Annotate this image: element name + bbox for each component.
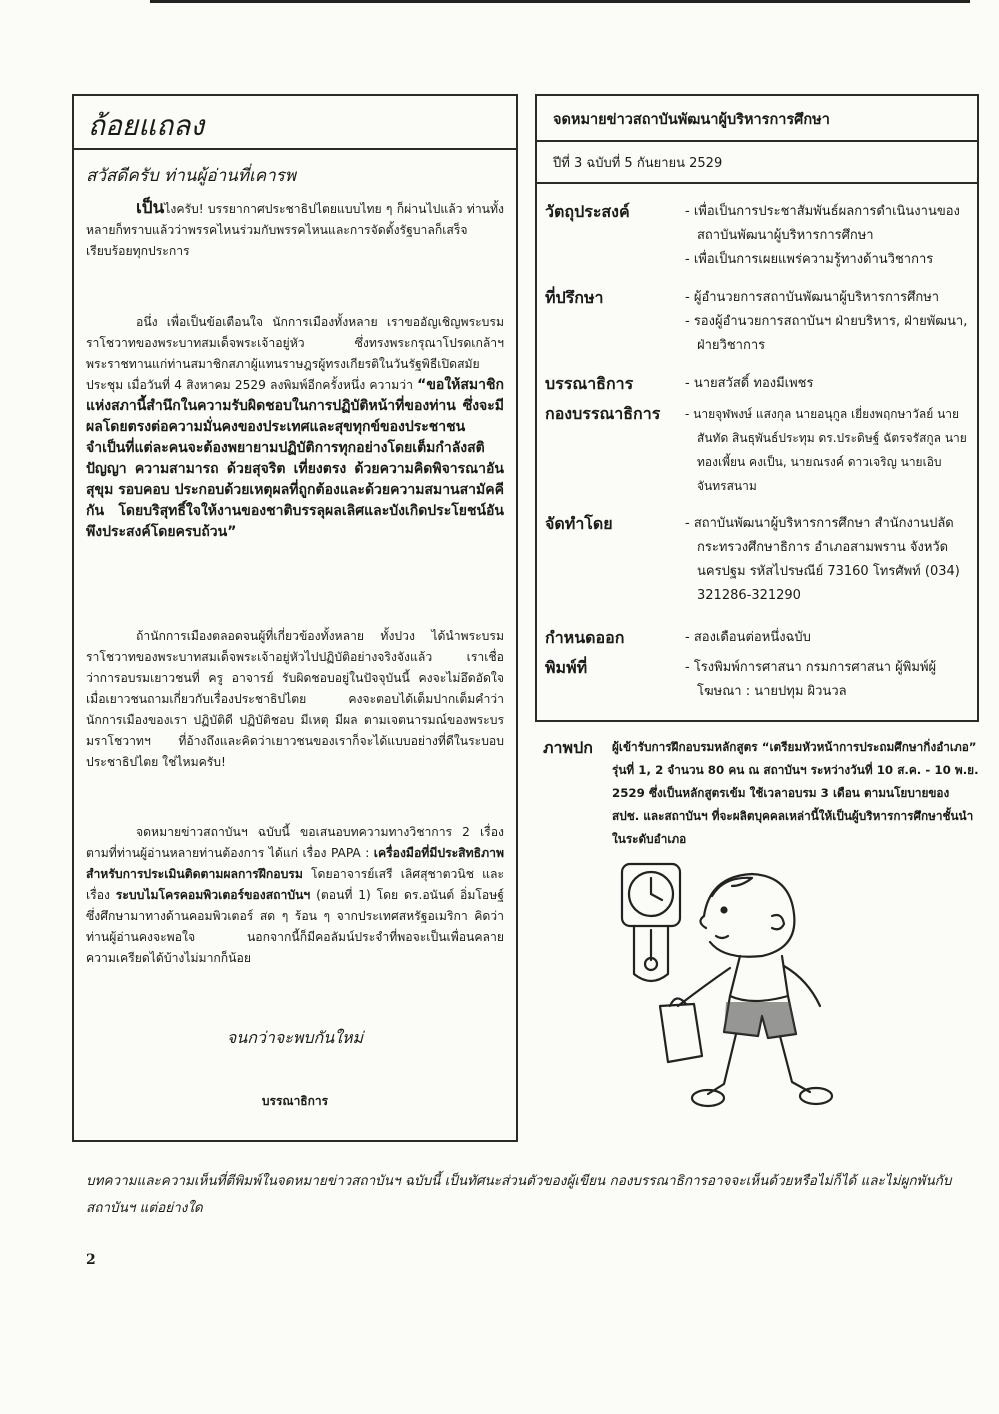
row-label: พิมพ์ที่ <box>545 658 588 677</box>
paragraph-2-text: อนึ่ง เพื่อเป็นข้อเตือนใจ นักการเมืองทั้งหลาย เราขออัญเชิญพระบรมราโชวาทของพระบาทสมเด็จพระเจ้าอยู่หัว ซึ่งทรงพระกรุณาโปรดเกล้าฯ พระราชทานแก่ท่านสมาชิกสภาผู้แทนราษฎรผู้ทรงเกียรติในวันรัฐพิธีเปิดสมัยประชุม เมื่อวันที่ 4 สิงหาคม 2529 ลงพิมพ์อีกครั้งหนึ่ง ความว่า <box>86 315 504 392</box>
paragraph-2 <box>86 312 504 543</box>
article-1-title: เครื่องมือที่มีประสิทธิภาพสำหรับการประเมินติดตามผลการฝึกอบรม <box>86 846 505 881</box>
row-values <box>681 372 969 396</box>
greeting: สวัสดีครับ ท่านผู้อ่านที่เคารพ <box>86 166 297 186</box>
top-rule <box>150 0 970 3</box>
school-bag <box>660 1004 702 1062</box>
disclaimer: บทความและความเห็นที่ตีพิมพ์ในจดหมายข่าวสถาบันฯ ฉบับนี้ เป็นทัศนะส่วนตัวของผู้เขียน กองบรรณาธิการอาจจะเห็นด้วยหรือไม่ก็ได้ และไม่ผูกพันกับสถาบันฯ แต่อย่างใด <box>86 1173 952 1216</box>
row-value: - นายสวัสดิ์ ทองมีเพชร <box>685 376 814 391</box>
row-value: - สองเดือนต่อหนึ่งฉบับ <box>685 630 811 645</box>
issue-bar <box>537 140 977 184</box>
row-values <box>681 656 969 704</box>
paragraph-4 <box>86 822 504 969</box>
row-value: - ผู้อำนวยการสถาบันพัฒนาผู้บริหารการศึกษา <box>685 290 940 305</box>
royal-quote: “ขอให้สมาชิกแห่งสภานี้สำนึกในความรับผิดชอบในการปฏิบัติหน้าที่ของท่าน ซึ่งจะมีผลโดยตรงต่อความมั่นคงของประเทศและสุขทุกข์ของประชาชน จำเป็นที่แต่ละคนจะต้องพยายามปฏิบัติการทุกอย่างโดยเต็มกำลังสติปัญญา ความสามารถ ด้วยสุจริต เที่ยงตรง ด้วยความคิดพิจารณาอันสุขุม รอบคอบ ประกอบด้วยเหตุผลที่ถูกต้องและด้วยความสมานสามัคคีกัน โดยบริสุทธิ์ใจให้งานของชาติบรรลุผลเลิศและบังเกิดประโยชน์อันพึงประสงค์โดยครบถ้วน” <box>86 377 504 540</box>
closing: จนกว่าจะพบกันใหม่ <box>226 1028 364 1047</box>
row-value: - นายจุฬพงษ์ แสงกุล นายอนุกูล เยี่ยงพฤกษาวัลย์ นายสันทัด สินธุพันธ์ประทุม ดร.ประดิษฐ์ ฉัตรจรัสกูล นายทองเพี้ยน คงเป็น, นายณรงค์ ดาวเจริญ นายเอิบ จันทรสนาม <box>685 407 967 493</box>
editorial-title: ถ้อยแถลง <box>88 109 205 142</box>
row-values <box>681 200 969 272</box>
row-label: จัดทำโดย <box>545 514 613 533</box>
issue-info: ปีที่ 3 ฉบับที่ 5 กันยายน 2529 <box>553 156 723 171</box>
boy-leg-right <box>780 1036 810 1092</box>
row-value: - รองผู้อำนวยการสถาบันฯ ฝ่ายบริหาร, ฝ่ายพัฒนา, ฝ่ายวิชาการ <box>685 314 968 353</box>
p4-part-c: โดยอาจารย์เสรี เลิศสุชาตวนิช และเรื่อง <box>86 867 504 902</box>
boy-leg-left <box>708 1034 736 1094</box>
paragraph-3 <box>86 626 504 773</box>
row-label: วัตถุประสงค์ <box>545 202 630 221</box>
row-value: - โรงพิมพ์การศาสนา กรมการศาสนา ผู้พิมพ์ผู้โฆษณา : นายปทุม ผิวนวล <box>685 660 937 699</box>
row-values <box>681 626 969 650</box>
masthead-title-bar <box>537 96 977 142</box>
p4-part-e: (ตอนที่ 1) โดย ดร.อนันต์ อิ่มโอษฐ์ ซึ่งศึกษามาทางด้านคอมพิวเตอร์ สด ๆ ร้อน ๆ จากประเทศสหรัฐอเมริกา คิดว่าท่านผู้อ่านคงจะพอใจ นอกจากนี้ก็มีคอลัมน์ประจำที่พอจะเป็นเพื่อนคลายความเครียดได้บ้างไม่มากก็น้อย <box>86 888 505 965</box>
row-values <box>681 286 969 358</box>
boy-arm-left <box>678 968 730 1006</box>
p4-part-a: จดหมายข่าวสถาบันฯ ฉบับนี้ ขอเสนอบทความทางวิชาการ 2 เรื่อง ตามที่ท่านผู้อ่านหลายท่านต้องการ ได้แก่ เรื่อง PAPA : <box>86 825 504 860</box>
row-value: - เพื่อเป็นการประชาสัมพันธ์ผลการดำเนินงานของสถาบันพัฒนาผู้บริหารการศึกษา <box>685 204 960 243</box>
editorial-box <box>72 94 518 1142</box>
cover-caption: ผู้เข้ารับการฝึกอบรมหลักสูตร “เตรียมหัวหน้าการประถมศึกษากิ่งอำเภอ” รุ่นที่ 1, 2 จำนวน 80 คน ณ สถาบันฯ ระหว่างวันที่ 10 ส.ค. - 10 พ.ย. 2529 ซึ่งเป็นหลักสูตรเข้ม ใช้เวลาอบรม 3 เดือน ตามนโยบายของ สปช. และสถาบันฯ ที่จะผลิตบุคคลเหล่านี้ให้เป็นผู้บริหารการศึกษาชั้นนำในระดับอำเภอ <box>612 740 979 846</box>
masthead-title: จดหมายข่าวสถาบันพัฒนาผู้บริหารการศึกษา <box>553 112 830 128</box>
row-value: - เพื่อเป็นการเผยแพร่ความรู้ทางด้านวิชาการ <box>685 252 934 267</box>
row-label: บรรณาธิการ <box>545 374 634 393</box>
boy-shirt <box>730 956 788 1001</box>
row-values <box>681 512 969 608</box>
row-values <box>681 402 969 498</box>
editorial-header <box>74 96 516 150</box>
row-label: กำหนดออก <box>545 628 625 647</box>
paragraph-1 <box>86 198 504 262</box>
signature: บรรณาธิการ <box>261 1094 329 1108</box>
cover-label: ภาพปก <box>543 738 593 757</box>
article-2-title: ระบบไมโครคอมพิวเตอร์ของสถาบันฯ <box>115 888 311 902</box>
paragraph-3-text: ถ้านักการเมืองตลอดจนผู้ที่เกี่ยวข้องทั้งหลาย ทั้งปวง ได้นำพระบรมราโชวาทของพระบาทสมเด็จพระเจ้าอยู่หัวไปปฏิบัติอย่างจริงจังแล้ว เราเชื่อว่าการอบรมเยาวชนที่ ครู อาจารย์ รับผิดชอบอยู่ในปัจจุบันนี้ คงจะไม่อึดอัดใจเมื่อเยาวชนถามเกี่ยวกับเรื่องประชาธิปไตย คงจะตอบได้เต็มปากเต็มคำว่า นักการเมืองของเรา ปฏิบัติดี ปฏิบัติชอบ มีเหตุ มีผล ตามเจตนารมณ์ของพระบรมราโชวาทฯ ที่อ้างถึงและคิดว่าเยาวชนของเราก็จะได้แบบอย่างที่ดีในระบอบประชาธิปไตย ใช่ไหมครับ! <box>86 629 504 769</box>
masthead-box <box>535 94 979 722</box>
page-number: 2 <box>86 1252 96 1268</box>
boy-clock-illustration <box>612 856 942 1128</box>
lead-word: เป็น <box>136 198 165 218</box>
paragraph-1-text: ไงครับ! บรรยากาศประชาธิปไตยแบบไทย ๆ ก็ผ่านไปแล้ว ท่านทั้งหลายก็ทราบแล้วว่าพรรคไหนร่วมกับพรรคไหนและการจัดตั้งรัฐบาลก็เสร็จเรียบร้อยทุกประการ <box>86 202 504 258</box>
row-value: - สถาบันพัฒนาผู้บริหารการศึกษา สำนักงานปลัดกระทรวงศึกษาธิการ อำเภอสามพราน จังหวัดนครปฐม รหัสไปรษณีย์ 73160 โทรศัพท์ (034) 321286-321290 <box>685 516 960 603</box>
row-label: กองบรรณาธิการ <box>545 404 661 423</box>
row-label: ที่ปรึกษา <box>545 288 604 307</box>
